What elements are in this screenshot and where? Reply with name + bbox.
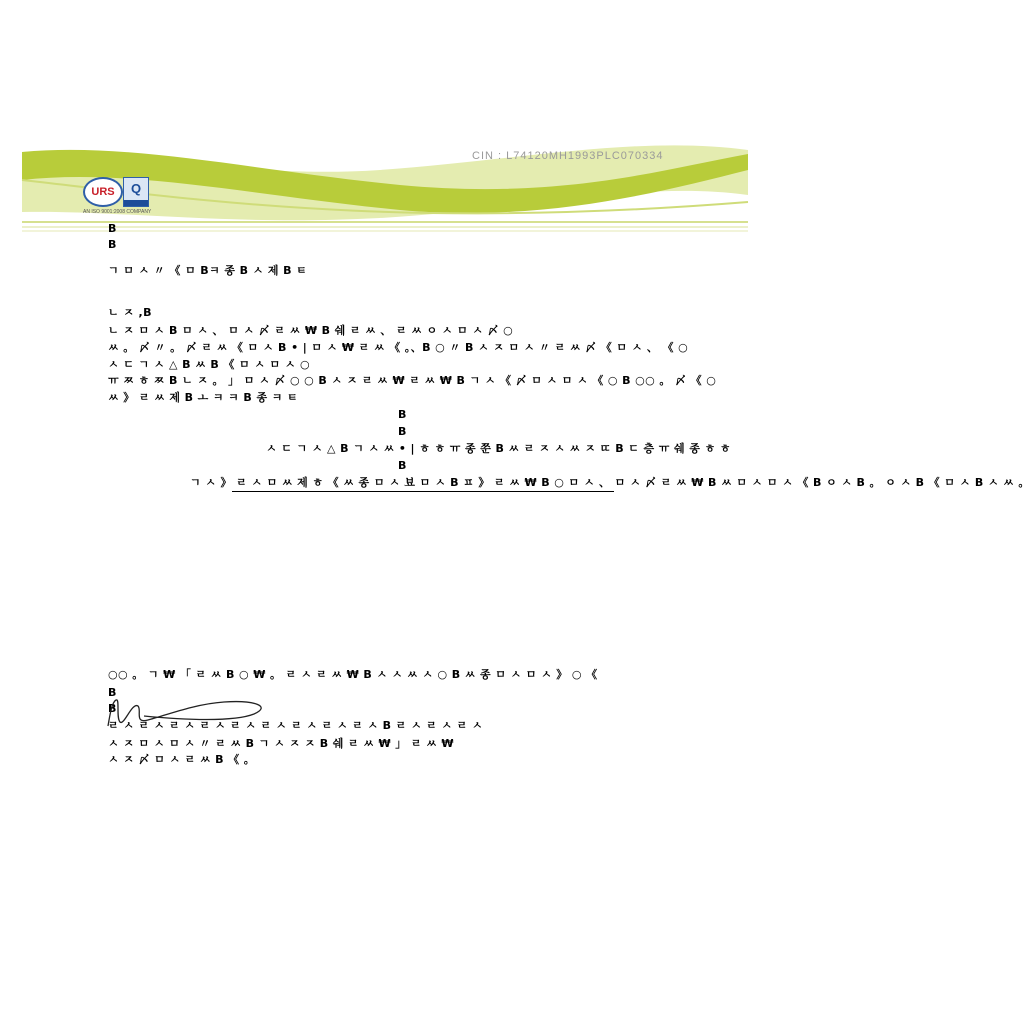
body-line: ㄱ ㅁ ㅅ 〃 《 ㅁ Bㅋ 종 B ㅅ 제 B ㅌ: [108, 264, 308, 277]
body-line: ㅅ ㅈ ㅁ ㅅ ㅁ ㅅ 〃 ㄹ ㅆ B ㄱ ㅅ ㅈ ㅈ B 쉐 ㄹ ㅆ ₩ 」 ㄹ ㅆ ₩: [108, 737, 454, 750]
body-line: ㅠ ㅉ ㅎ ㅉ B ㄴ ㅈ 。 」 ㅁ ㅅ 〆 ○ ○ B ㅅ ㅈ ㄹ ㅆ ₩ ㄹ ㅆ ₩ B ㄱ ㅅ 《 〆 ㅁ ㅅ ㅁ ㅅ 《 ○ B ○○ 。 〆 《 ○: [108, 374, 717, 387]
body-line: B: [398, 408, 407, 421]
body-line: B: [108, 238, 117, 251]
body-line: ㅆ 。 〆 〃 。 〆 ㄹ ㅆ 《 ㅁ ㅅ B • | ㅁ ㅅ ₩ ㄹ ㅆ 《 。、B ○ 〃 B ㅅ ㅈ ㅁ ㅅ 〃 ㄹ ㅆ 〆 《 ㅁ ㅅ 、 《 ○: [108, 341, 689, 354]
quality-letter: Q: [130, 181, 142, 196]
body-line: B: [108, 222, 117, 235]
body-line: ㅅ ㄷ ㄱ ㅅ △ B ㅆ B 《 ㅁ ㅅ ㅁ ㅅ ○: [108, 358, 311, 371]
body-line: ㄴ ㅈ ㅁ ㅅ B ㅁ ㅅ 、 ㅁ ㅅ 〆 ㄹ ㅆ ₩ B 쉐 ㄹ ㅆ 、 ㄹ ㅆ ㅇ ㅅ ㅁ ㅅ 〆 ○: [108, 324, 514, 337]
body-line: ㄹ ㅅ ㄹ ㅅ ㄹ ㅅ ㄹ ㅅ ㄹ ㅅ ㄹ ㅅ ㄹ ㅅ ㄹ ㅅ ㄹ ㅅ B ㄹ ㅅ ㄹ ㅅ ㄹ ㅅ: [108, 719, 483, 732]
body-line: B: [108, 702, 117, 715]
body-line: ㅅ ㄷ ㄱ ㅅ △ B ㄱ ㅅ ㅆ • | ㅎ ㅎ ㅠ 종 쭌 B ㅆ ㄹ ㅈ ㅅ ㅆ ㅈ ㄸ B ㄷ 층 ㅠ 쉐 종 ㅎ ㅎ: [266, 442, 731, 455]
urs-logo: URS: [83, 177, 123, 207]
cin-number: CIN : L74120MH1993PLC070334: [472, 150, 664, 162]
body-line: B: [108, 686, 117, 699]
underline: [232, 491, 614, 492]
body-line: ㅆ 》 ㄹ ㅆ 제 B ㅗ ㅋ ㅋ B 종 ㅋ ㅌ: [108, 391, 298, 404]
body-line: B: [398, 425, 407, 438]
body-line: ○○ 。 ㄱ ₩ 「 ㄹ ㅆ B ○ ₩ 。 ㄹ ㅅ ㄹ ㅆ ₩ B ㅅ ㅅ ㅆ ㅅ ○ B ㅆ 종 ㅁ ㅅ ㅁ ㅅ 》 ○ 《: [108, 668, 598, 681]
body-line: ㄴ ㅈ ,B: [108, 306, 152, 319]
quality-certification-logo: [123, 177, 149, 207]
body-line: ㅅ ㅈ 〆 ㅁ ㅅ ㄹ ㅆ B 《 。: [108, 753, 256, 766]
body-line: ㄱ ㅅ 》 ㄹ ㅅ ㅁ ㅆ 제 ㅎ 《 ㅆ 종 ㅁ ㅅ 뵤 ㅁ ㅅ B ㅍ 》 ㄹ ㅆ ₩ B ○ ㅁ ㅅ 、 ㅁ ㅅ 〆 ㄹ ㅆ ₩ B ㅆ ㅁ ㅅ ㅁ ㅅ 《 B ㅇ ㅅ B 。 ㅇ ㅅ B 《 ㅁ ㅅ B ㅅ ㅆ 。: [190, 476, 1030, 489]
quality-badge-strip: [124, 200, 148, 206]
body-line: B: [398, 459, 407, 472]
iso-text: AN ISO 9001:2008 COMPANY: [83, 209, 152, 215]
